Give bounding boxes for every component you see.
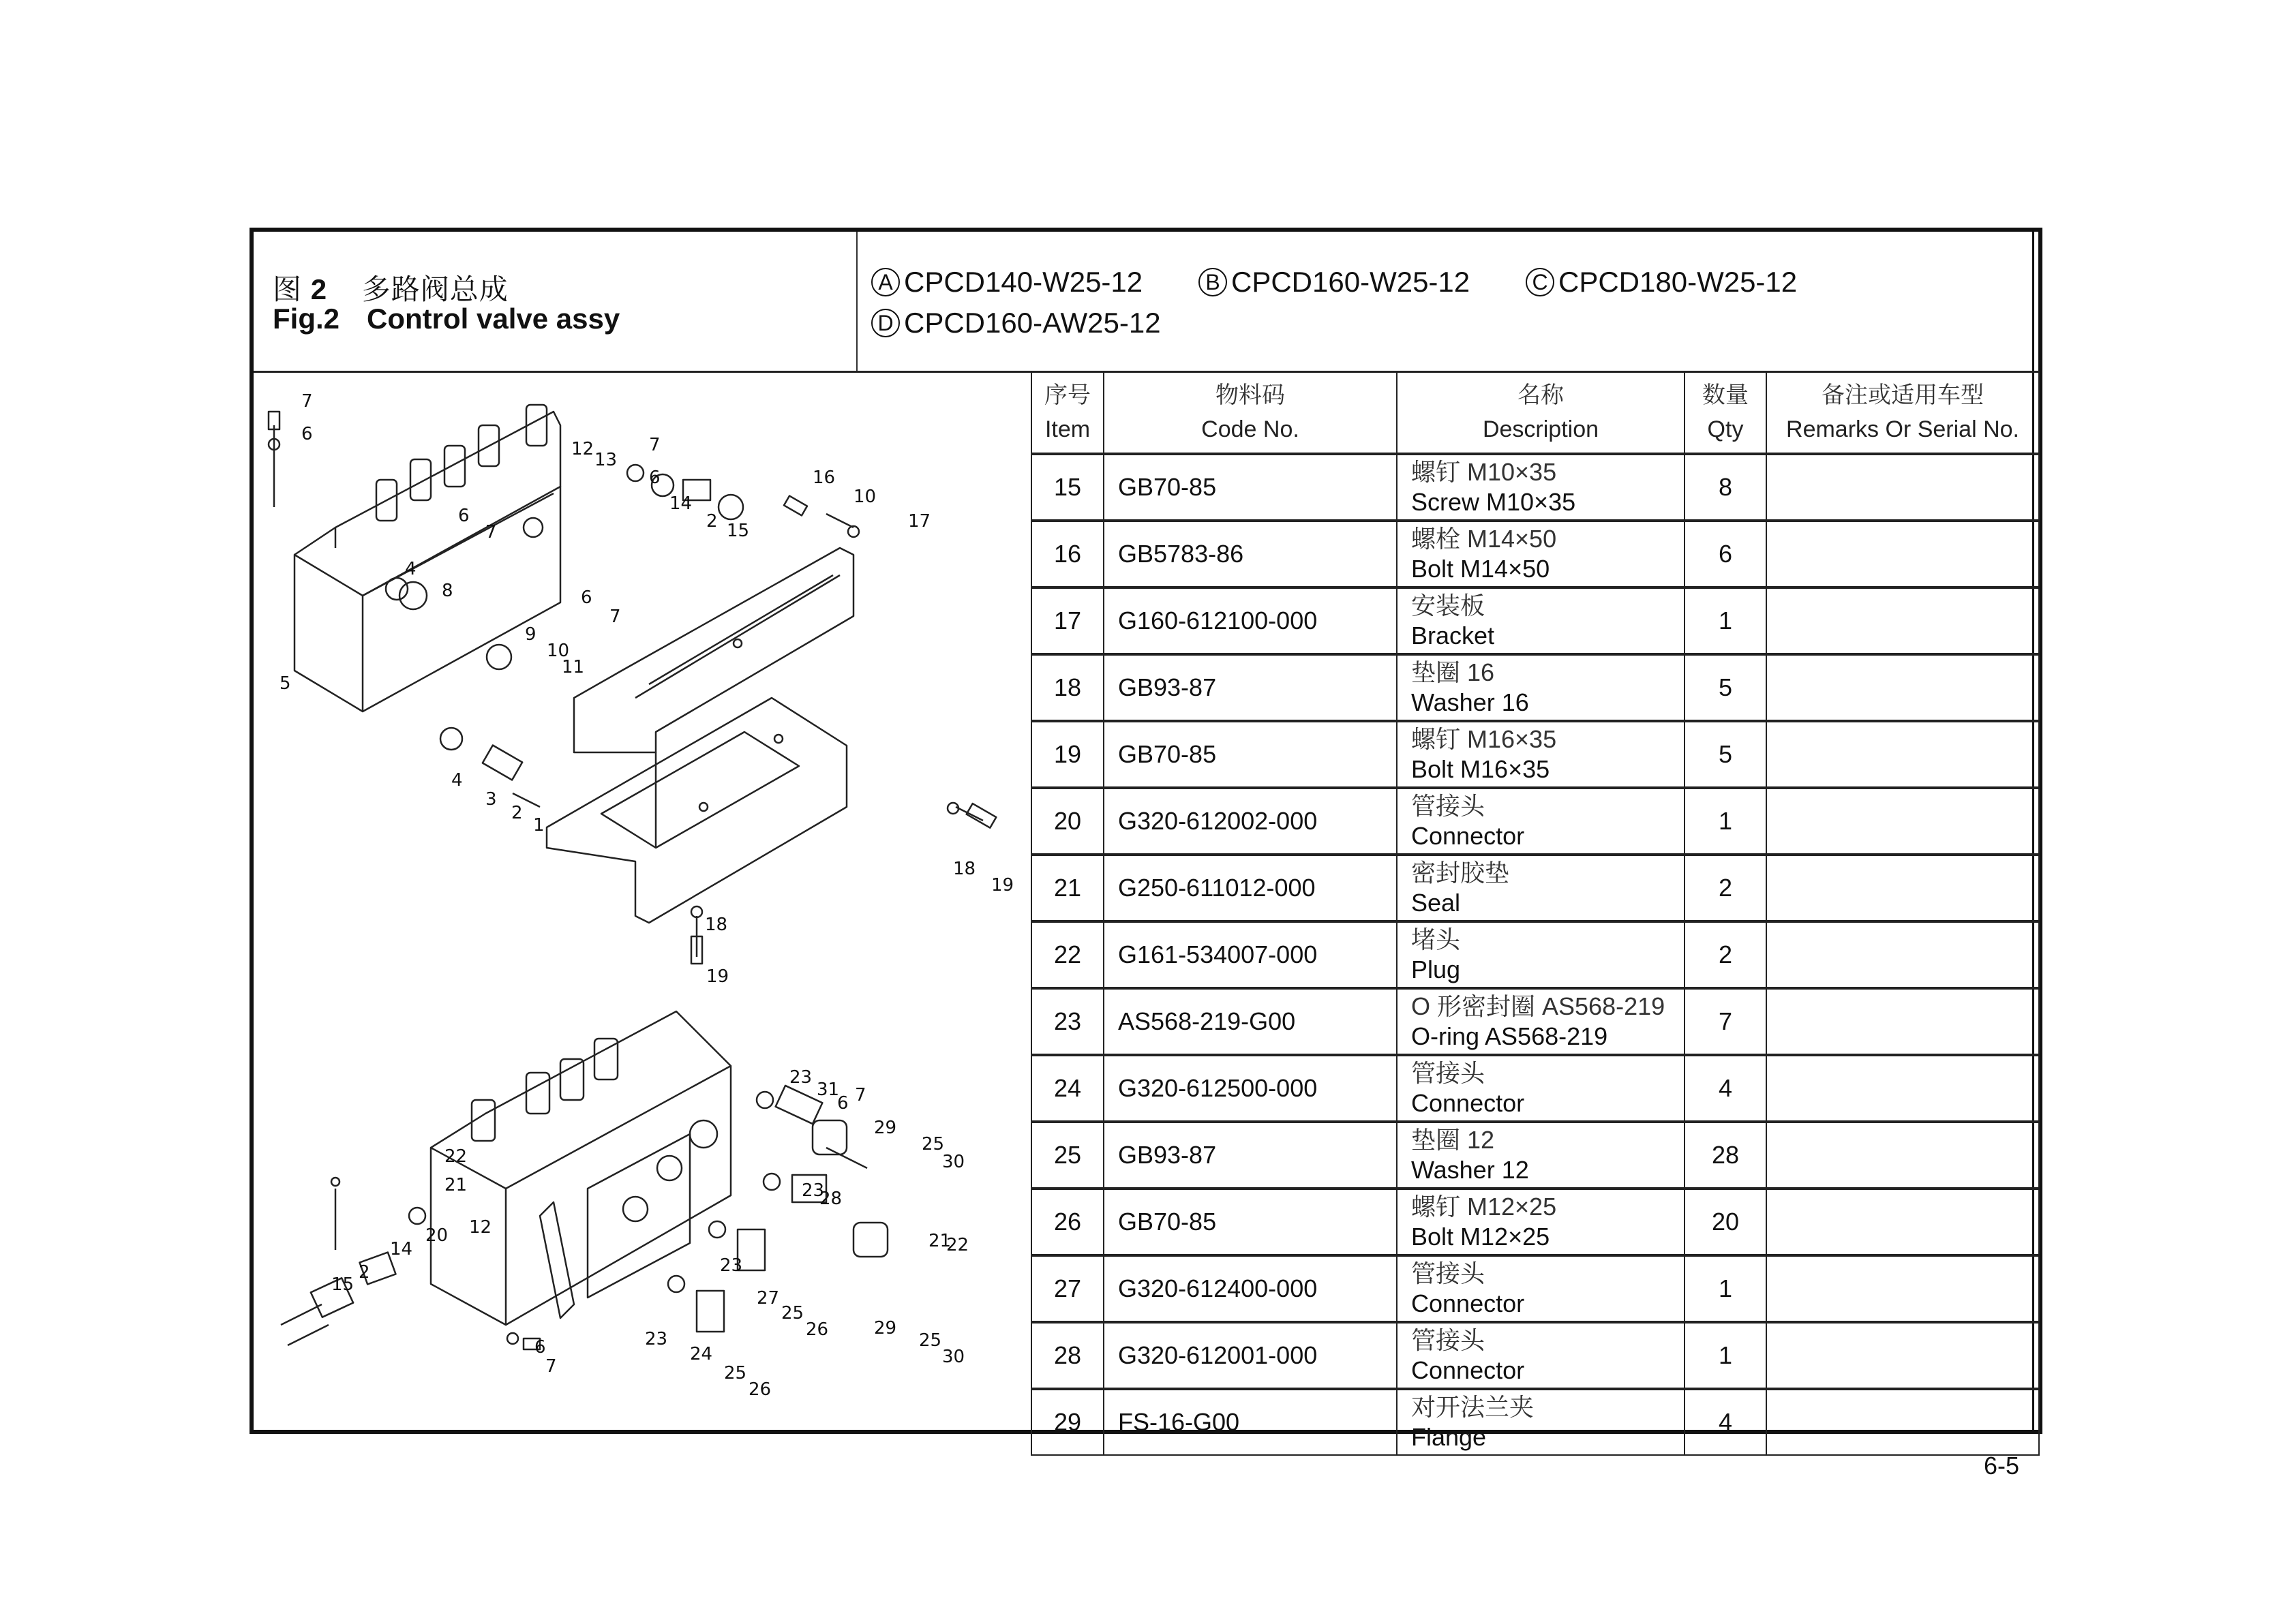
quantity: 2 [1685, 855, 1766, 921]
remarks [1766, 454, 2039, 521]
item-number: 20 [1031, 788, 1104, 855]
remarks [1766, 1255, 2039, 1322]
parts-list-table [1031, 371, 2040, 1456]
callout-label: 18 [705, 915, 728, 935]
callout-label: 25 [922, 1134, 945, 1154]
callout-label: 6 [649, 468, 661, 488]
description: 管接头 Connector [1397, 1055, 1685, 1122]
circled-letter-icon: D [871, 309, 900, 337]
callout-label: 23 [802, 1180, 825, 1201]
description: 密封胶垫 Seal [1397, 855, 1685, 921]
code-number: G320-612002-000 [1104, 788, 1397, 855]
callout-label: 6 [534, 1337, 546, 1358]
callout-label: 15 [727, 521, 750, 541]
description: 堵头 Plug [1397, 921, 1685, 988]
callout-label: 19 [991, 875, 1014, 896]
remarks [1766, 788, 2039, 855]
remarks [1766, 988, 2039, 1055]
callout-label: 26 [806, 1319, 829, 1340]
code-number: G320-612500-000 [1104, 1055, 1397, 1122]
quantity: 1 [1685, 587, 1766, 654]
callout-label: 30 [942, 1347, 965, 1367]
item-number: 19 [1031, 721, 1104, 788]
code-number: GB70-85 [1104, 1189, 1397, 1255]
callout-label: 7 [485, 522, 497, 542]
callout-label: 12 [469, 1217, 492, 1238]
callout-label: 6 [837, 1093, 849, 1114]
item-number: 16 [1031, 521, 1104, 587]
remarks [1766, 587, 2039, 654]
callout-label: 21 [444, 1175, 468, 1195]
remarks [1766, 1189, 2039, 1255]
item-number: 18 [1031, 654, 1104, 721]
callout-label: 23 [720, 1255, 743, 1276]
callout-label: 21 [928, 1231, 952, 1251]
table-row [1031, 988, 2039, 1055]
table-row [1031, 855, 2039, 921]
callout-label: 31 [817, 1080, 840, 1100]
upper-fasteners-icon [269, 412, 996, 964]
item-number: 17 [1031, 587, 1104, 654]
table-row [1031, 1322, 2039, 1389]
table-row [1031, 521, 2039, 587]
callout-label: 24 [690, 1344, 713, 1364]
callout-label: 2 [511, 803, 523, 823]
model-label: CPCD180-W25-12 [1558, 266, 1798, 298]
table-row [1031, 1189, 2039, 1255]
callout-label: 5 [280, 673, 291, 694]
model-a [871, 266, 1143, 299]
callout-label: 6 [301, 424, 313, 444]
table-row [1031, 1055, 2039, 1122]
remarks [1766, 1322, 2039, 1389]
code-number: G250-611012-000 [1104, 855, 1397, 921]
table-row [1031, 587, 2039, 654]
model-label: CPCD160-W25-12 [1231, 266, 1470, 298]
code-number: GB5783-86 [1104, 521, 1397, 587]
code-number: GB93-87 [1104, 1122, 1397, 1189]
callout-label: 27 [757, 1288, 780, 1309]
code-number: GB70-85 [1104, 721, 1397, 788]
remarks [1766, 654, 2039, 721]
callout-label: 10 [547, 641, 570, 661]
remarks [1766, 521, 2039, 587]
callout-label: 7 [609, 607, 621, 627]
table-row [1031, 1122, 2039, 1189]
figure-number-cn: 2 [310, 273, 328, 305]
description: 螺栓 M14×50 Bolt M14×50 [1397, 521, 1685, 587]
item-number: 29 [1031, 1389, 1104, 1455]
item-number: 26 [1031, 1189, 1104, 1255]
mounting-bracket-icon [547, 548, 854, 923]
callout-label: 4 [451, 770, 463, 791]
quantity: 4 [1685, 1055, 1766, 1122]
callout-label: 30 [942, 1152, 965, 1172]
quantity: 1 [1685, 788, 1766, 855]
callout-label: 22 [946, 1235, 969, 1255]
callout-label: 9 [525, 624, 537, 645]
remarks [1766, 1122, 2039, 1189]
callout-label: 7 [855, 1085, 866, 1105]
table-row [1031, 1255, 2039, 1322]
circled-letter-icon: A [871, 268, 900, 296]
col-header-description: 名称 Description [1397, 371, 1685, 454]
col-header-remarks: 备注或适用车型 Remarks Or Serial No. [1766, 371, 2039, 454]
parts-table-header [1031, 371, 2039, 454]
callout-label: 11 [562, 657, 585, 677]
description: 管接头 Connector [1397, 1255, 1685, 1322]
figure-title-en [273, 303, 620, 335]
item-number: 27 [1031, 1255, 1104, 1322]
item-number: 25 [1031, 1122, 1104, 1189]
quantity: 28 [1685, 1122, 1766, 1189]
sheet-header [254, 232, 2038, 373]
callout-label: 26 [749, 1379, 772, 1400]
figure-title-block [254, 232, 858, 371]
figure-name-cn: 多路阀总成 [361, 273, 509, 305]
quantity: 7 [1685, 988, 1766, 1055]
callout-label: 14 [669, 493, 693, 514]
callout-label: 22 [444, 1146, 468, 1167]
model-b [1198, 266, 1470, 299]
callout-label: 17 [908, 511, 931, 532]
code-number: GB70-85 [1104, 454, 1397, 521]
col-header-code: 物料码 Code No. [1104, 371, 1397, 454]
quantity: 5 [1685, 654, 1766, 721]
table-row [1031, 921, 2039, 988]
callout-label: 28 [819, 1189, 843, 1209]
code-number: AS568-219-G00 [1104, 988, 1397, 1055]
callout-label: 10 [854, 487, 877, 507]
code-number: G160-612100-000 [1104, 587, 1397, 654]
quantity: 5 [1685, 721, 1766, 788]
remarks [1766, 721, 2039, 788]
callout-label: 25 [919, 1330, 942, 1351]
description: 对开法兰夹 Flange [1397, 1389, 1685, 1455]
code-number: G320-612001-000 [1104, 1322, 1397, 1389]
code-number: FS-16-G00 [1104, 1389, 1397, 1455]
table-row [1031, 721, 2039, 788]
table-row [1031, 454, 2039, 521]
callout-label: 6 [581, 587, 592, 608]
item-number: 28 [1031, 1322, 1104, 1389]
callout-label: 25 [724, 1363, 747, 1383]
col-header-qty: 数量 Qty [1685, 371, 1766, 454]
callout-label: 20 [425, 1225, 449, 1246]
callout-label: 2 [359, 1262, 370, 1283]
table-row [1031, 1389, 2039, 1455]
callout-label: 7 [649, 435, 661, 455]
quantity: 4 [1685, 1389, 1766, 1455]
description: 安装板 Bracket [1397, 587, 1685, 654]
description: 螺钉 M10×35 Screw M10×35 [1397, 454, 1685, 521]
quantity: 2 [1685, 921, 1766, 988]
model-d [871, 307, 1161, 339]
callout-label: 1 [533, 815, 545, 836]
upper-valve-block-icon [294, 405, 560, 711]
quantity: 20 [1685, 1189, 1766, 1255]
callout-label: 15 [331, 1274, 354, 1295]
item-number: 22 [1031, 921, 1104, 988]
table-row [1031, 654, 2039, 721]
circled-letter-icon: C [1526, 268, 1554, 296]
callout-label: 3 [485, 789, 497, 810]
code-number: GB93-87 [1104, 654, 1397, 721]
code-number: G161-534007-000 [1104, 921, 1397, 988]
model-c [1526, 266, 1797, 299]
callout-label: 23 [645, 1329, 668, 1349]
remarks [1766, 1389, 2039, 1455]
lower-valve-block-icon [431, 1011, 731, 1325]
figure-number-en: Fig.2 [273, 303, 340, 335]
exploded-view-drawing [254, 371, 1031, 1430]
page-number: 6-5 [1984, 1452, 2020, 1480]
quantity: 1 [1685, 1255, 1766, 1322]
callout-label: 29 [874, 1118, 897, 1138]
callout-label: 2 [706, 511, 718, 532]
description: 垫圈 16 Washer 16 [1397, 654, 1685, 721]
table-row [1031, 788, 2039, 855]
callout-label: 4 [405, 559, 417, 579]
circled-letter-icon: B [1198, 268, 1227, 296]
figure-name-en: Control valve assy [367, 303, 620, 335]
callout-label: 12 [571, 439, 594, 459]
description: 管接头 Connector [1397, 788, 1685, 855]
quantity: 1 [1685, 1322, 1766, 1389]
callout-label: 7 [545, 1356, 557, 1377]
callout-label: 8 [442, 581, 453, 601]
callout-label: 25 [781, 1303, 804, 1323]
remarks [1766, 921, 2039, 988]
description: 螺钉 M12×25 Bolt M12×25 [1397, 1189, 1685, 1255]
callout-label: 7 [301, 391, 313, 412]
quantity: 8 [1685, 454, 1766, 521]
description: 螺钉 M16×35 Bolt M16×35 [1397, 721, 1685, 788]
callout-label: 23 [789, 1067, 813, 1088]
item-number: 21 [1031, 855, 1104, 921]
callout-label: 13 [594, 450, 618, 470]
callout-label: 16 [813, 468, 836, 488]
figure-label-cn: 图 [273, 273, 303, 305]
item-number: 15 [1031, 454, 1104, 521]
remarks [1766, 855, 2039, 921]
remarks [1766, 1055, 2039, 1122]
item-number: 23 [1031, 988, 1104, 1055]
col-header-item: 序号 Item [1031, 371, 1104, 454]
model-label: CPCD140-W25-12 [904, 266, 1143, 298]
quantity: 6 [1685, 521, 1766, 587]
model-label: CPCD160-AW25-12 [904, 307, 1161, 339]
figure-title-cn [273, 267, 509, 308]
item-number: 24 [1031, 1055, 1104, 1122]
callout-label: 14 [390, 1239, 413, 1259]
description: 垫圈 12 Washer 12 [1397, 1122, 1685, 1189]
callout-label: 18 [953, 859, 976, 879]
description: O 形密封圈 AS568-219 O-ring AS568-219 [1397, 988, 1685, 1055]
code-number: G320-612400-000 [1104, 1255, 1397, 1322]
callout-label: 29 [874, 1318, 897, 1338]
description: 管接头 Connector [1397, 1322, 1685, 1389]
callout-label: 6 [458, 506, 470, 526]
callout-label: 19 [706, 966, 729, 987]
parts-sheet-frame [250, 228, 2042, 1451]
